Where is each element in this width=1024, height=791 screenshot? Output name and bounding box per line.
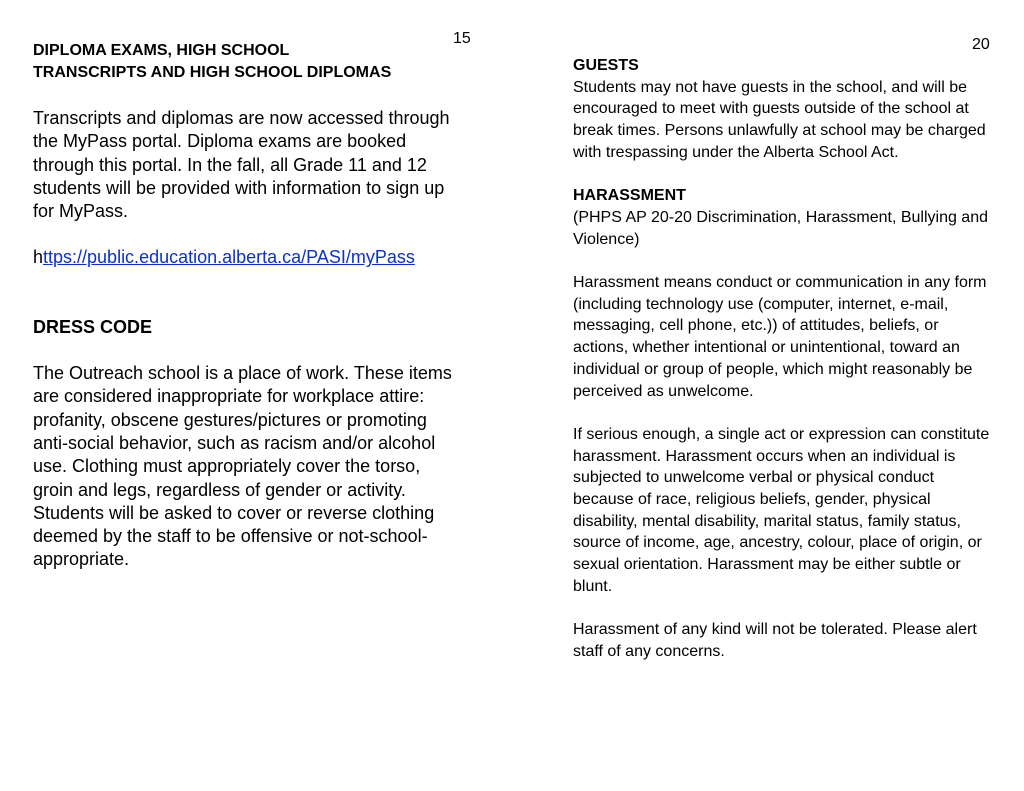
mypass-link-line <box>33 246 453 269</box>
guests-heading: GUESTS <box>573 57 639 74</box>
right-page-content <box>573 55 993 663</box>
diploma-heading-line2: TRANSCRIPTS AND HIGH SCHOOL DIPLOMAS <box>33 64 392 81</box>
harassment-policy-ref: (PHPS AP 20-20 Discrimination, Harassment, Bullying and Violence) <box>573 208 988 248</box>
dress-code-paragraph: The Outreach school is a place of work. These items are considered inappropriate for workplace attire: profanity, obscene gestures/pictures or promoting anti-social behavior, such as racism and/or alcohol use. Clothing must appropriately cover the torso, groin and legs, regardless of gender or activity. Students will be asked to cover or reverse clothing deemed by the staff to be offensive or not-school-appropriate. <box>33 363 452 570</box>
harassment-definition: Harassment means conduct or communication in any form (including technology use (computer, internet, e-mail, messaging, cell phone, etc.)) of attitudes, beliefs, or actions, whether intentional or unintentional, toward an individual or group of people, which might reasonably be perceived as unwelcome. <box>573 274 987 400</box>
mypass-link[interactable]: ttps://public.education.alberta.ca/PASI/myPass <box>43 247 415 268</box>
guests-paragraph: Students may not have guests in the school, and will be encouraged to meet with guests outside of the school at break times. Persons unlawfully at school may be charged with trespassing under the Alberta School Act. <box>573 78 986 161</box>
dress-code-heading: DRESS CODE <box>33 316 153 337</box>
harassment-section <box>573 185 993 662</box>
harassment-serious: If serious enough, a single act or expression can constitute harassment. Harassment occurs when an individual is subjected to unwelcome verbal or physical conduct because of race, religious beliefs, gender, physical disability, mental disability, marital status, family status, source of income, age, ancestry, colour, place of origin, or sexual orientation. Harassment may be either subtle or blunt. <box>573 425 990 595</box>
dress-code-section <box>33 316 453 572</box>
page-number: 20 <box>972 36 990 53</box>
harassment-closing: Harassment of any kind will not be tolerated. Please alert staff of any concerns. <box>573 621 977 660</box>
diploma-heading-line1: DIPLOMA EXAMS, HIGH SCHOOL <box>33 42 290 59</box>
guests-section <box>573 55 993 164</box>
diploma-heading <box>33 40 453 84</box>
left-page-content <box>33 40 453 572</box>
diploma-section <box>33 40 453 270</box>
right-page <box>512 0 1024 791</box>
page-number: 15 <box>453 30 471 47</box>
diploma-paragraph: Transcripts and diplomas are now accessed through the MyPass portal. Diploma exams are booked through this portal. In the fall, all Grade 11 and 12 students will be provided with information to sign up for MyPass. <box>33 108 450 222</box>
harassment-heading: HARASSMENT <box>573 187 686 205</box>
link-prefix: h <box>33 247 44 268</box>
